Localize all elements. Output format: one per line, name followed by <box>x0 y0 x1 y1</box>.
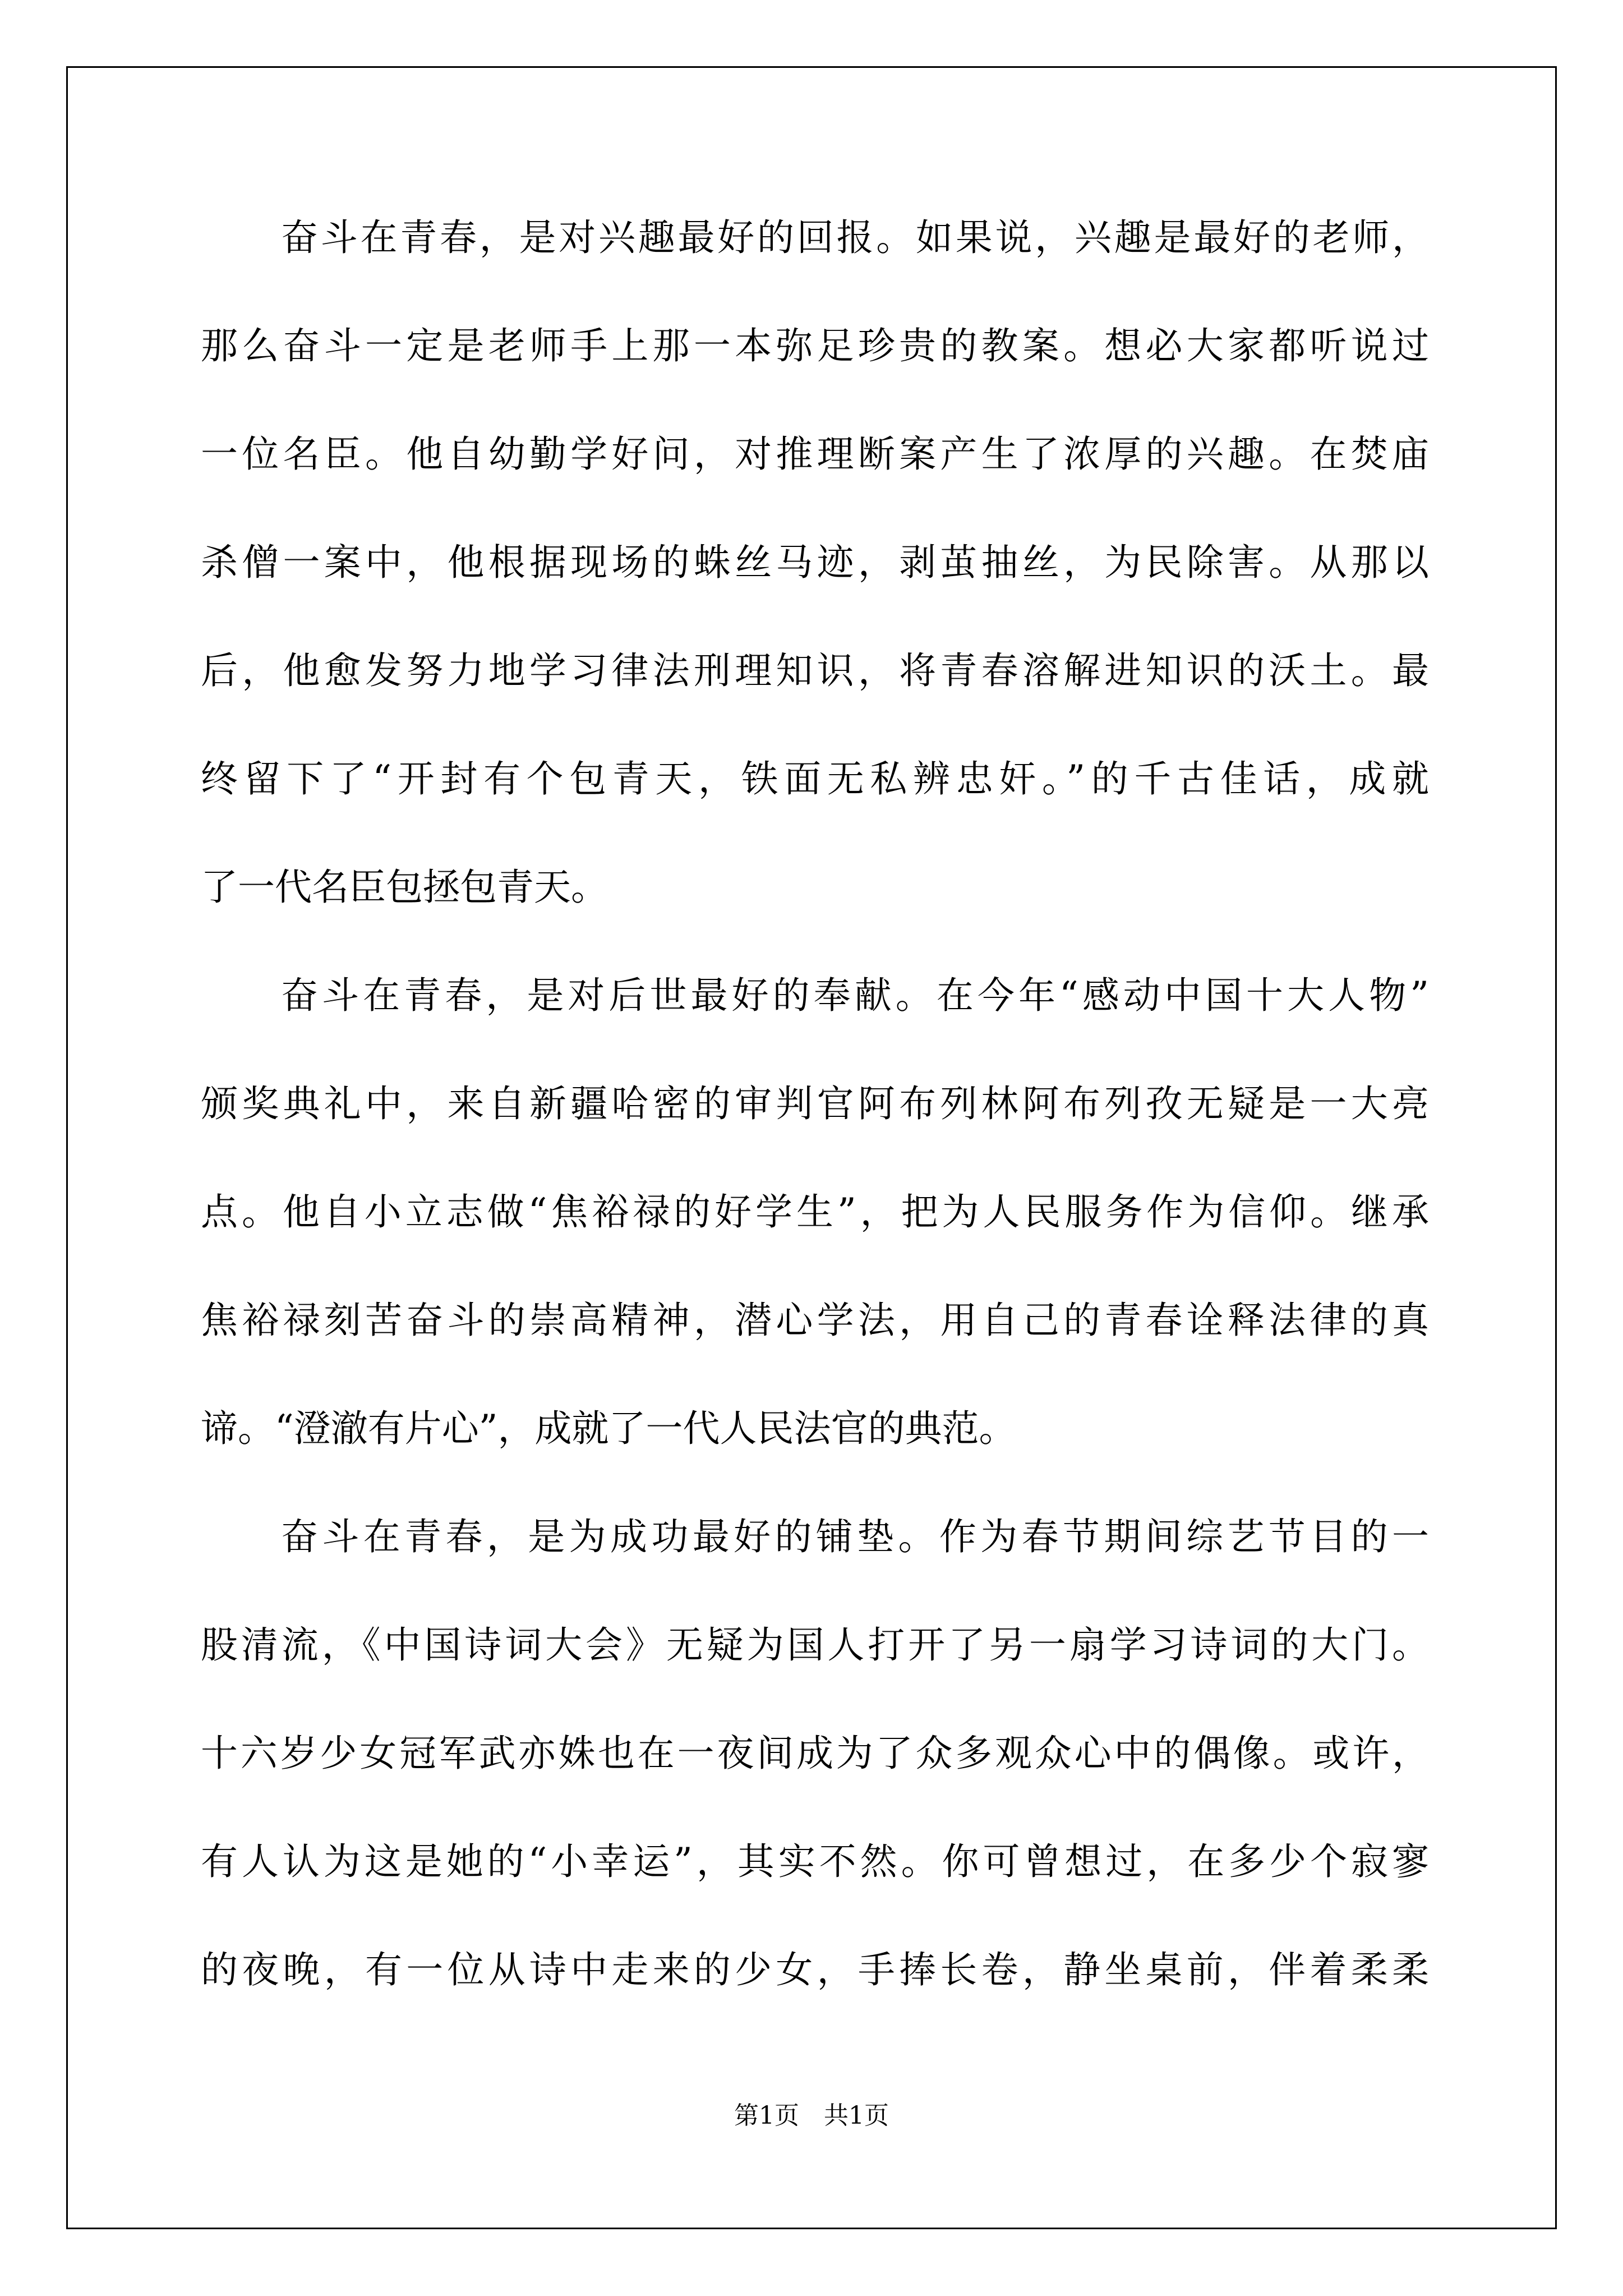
text-line: 有人认为这是她的“小幸运”，其实不然。你可曾想过，在多少个寂寥 <box>201 1840 1429 1883</box>
page-footer: 第1页 共1页 <box>734 2101 889 2130</box>
text-line: 终留下了“开封有个包青天，铁面无私辨忠奸。”的千古佳话，成就 <box>201 757 1429 800</box>
text-line: 奋斗在青春，是对兴趣最好的回报。如果说，兴趣是最好的老师， <box>281 216 1429 259</box>
text-line: 了一代名臣包拯包青天。 <box>201 866 608 909</box>
text-line: 十六岁少女冠军武亦姝也在一夜间成为了众多观众心中的偶像。或许， <box>201 1732 1429 1775</box>
text-line: 一位名臣。他自幼勤学好问，对推理断案产生了浓厚的兴趣。在焚庙 <box>201 432 1429 476</box>
text-line: 谛。“澄澈有片心”，成就了一代人民法官的典范。 <box>201 1407 1016 1450</box>
text-line: 奋斗在青春，是为成功最好的铺垫。作为春节期间综艺节目的一 <box>281 1515 1429 1558</box>
document-body <box>201 218 1429 2058</box>
text-line: 颁奖典礼中，来自新疆哈密的审判官阿布列林阿布列孜无疑是一大亮 <box>201 1082 1429 1125</box>
text-line: 那么奋斗一定是老师手上那一本弥足珍贵的教案。想必大家都听说过 <box>201 324 1429 367</box>
text-line: 杀僧一案中，他根据现场的蛛丝马迹，剥茧抽丝，为民除害。从那以 <box>201 541 1429 584</box>
text-line: 的夜晚，有一位从诗中走来的少女，手捧长卷，静坐桌前，伴着柔柔 <box>201 1948 1429 1991</box>
text-line: 焦裕禄刻苦奋斗的崇高精神，潜心学法，用自己的青春诠释法律的真 <box>201 1299 1429 1342</box>
text-line: 点。他自小立志做“焦裕禄的好学生”，把为人民服务作为信仰。继承 <box>201 1190 1429 1234</box>
text-line: 后，他愈发努力地学习律法刑理知识，将青春溶解进知识的沃土。最 <box>201 649 1429 692</box>
text-line: 奋斗在青春，是对后世最好的奉献。在今年“感动中国十大人物” <box>281 974 1429 1017</box>
text-line: 股清流，《中国诗词大会》无疑为国人打开了另一扇学习诗词的大门。 <box>201 1623 1429 1667</box>
